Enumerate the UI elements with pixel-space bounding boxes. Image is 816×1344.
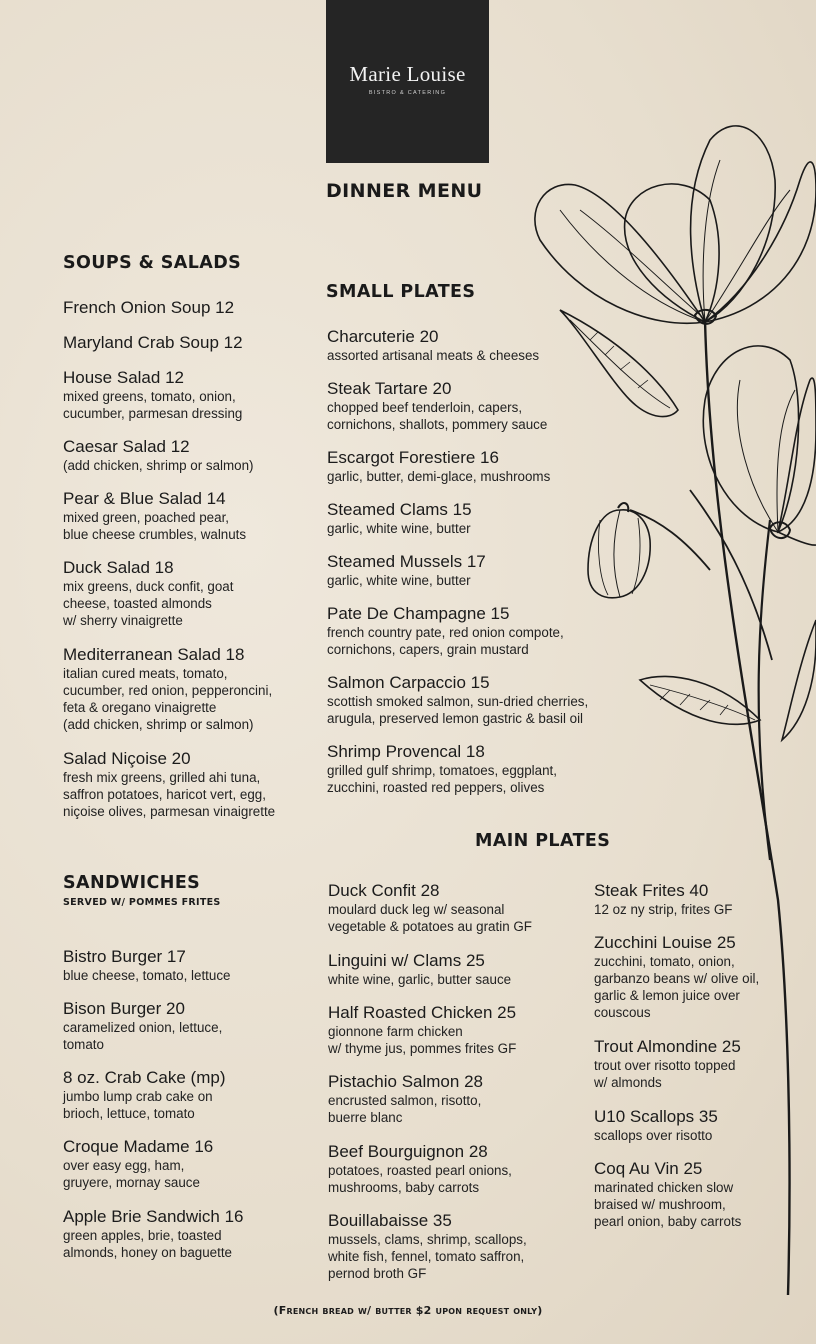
section-title-small-plates: SMALL PLATES	[326, 282, 476, 302]
item-description: mixed green, poached pear, blue cheese crumbles, walnuts	[63, 510, 247, 542]
menu-item	[63, 437, 254, 474]
item-name: Salmon Carpaccio 15	[327, 673, 490, 692]
item-description: encrusted salmon, risotto, buerre blanc	[328, 1093, 482, 1125]
item-name: Pear & Blue Salad 14	[63, 489, 226, 508]
item-name: Pistachio Salmon 28	[328, 1072, 483, 1091]
item-name: Charcuterie 20	[327, 327, 439, 346]
item-description: mussels, clams, shrimp, scallops, white fish, fennel, tomato saffron, pernod broth GF	[328, 1232, 527, 1281]
menu-item	[328, 1003, 516, 1057]
item-description: jumbo lump crab cake on brioch, lettuce, tomato	[63, 1089, 213, 1121]
item-description: mix greens, duck confit, goat cheese, toasted almonds w/ sherry vinaigrette	[63, 579, 234, 628]
menu-item	[63, 999, 222, 1053]
item-name: Beef Bourguignon 28	[328, 1142, 488, 1161]
item-description: trout over risotto topped w/ almonds	[594, 1058, 736, 1090]
item-description: caramelized onion, lettuce, tomato	[63, 1020, 223, 1052]
menu-item	[63, 1068, 226, 1122]
section-title-main-plates: MAIN PLATES	[475, 831, 611, 851]
item-description: italian cured meats, tomato, cucumber, red onion, pepperoncini, feta & oregano vinaigrette (add chicken, shrimp or salmon)	[63, 666, 273, 732]
item-name: Steak Tartare 20	[327, 379, 452, 398]
item-name: Croque Madame 16	[63, 1137, 214, 1156]
item-description: (add chicken, shrimp or salmon)	[63, 458, 254, 473]
item-name: U10 Scallops 35	[594, 1107, 718, 1126]
menu-item	[63, 333, 243, 353]
item-description: garlic, white wine, butter	[327, 521, 471, 536]
item-description: 12 oz ny strip, frites GF	[594, 902, 733, 917]
item-name: Apple Brie Sandwich 16	[63, 1207, 244, 1226]
footnote: (French bread w/ butter $2 upon request only)	[273, 1304, 543, 1317]
menu-item	[594, 1159, 741, 1230]
item-description: over easy egg, ham, gruyere, mornay sauce	[63, 1158, 200, 1190]
section-title-soups: SOUPS & SALADS	[63, 253, 242, 273]
item-description: zucchini, tomato, onion, garbanzo beans w/ olive oil, garlic & lemon juice over couscous	[594, 954, 760, 1020]
menu-item	[327, 673, 588, 727]
brand-name: Marie Louise	[349, 62, 466, 86]
item-name: Bouillabaisse 35	[328, 1211, 452, 1230]
menu-item	[63, 298, 234, 318]
item-name: Linguini w/ Clams 25	[328, 951, 485, 970]
item-name: Pate De Champagne 15	[327, 604, 510, 623]
menu-item	[63, 1207, 244, 1261]
item-description: marinated chicken slow braised w/ mushroom, pearl onion, baby carrots	[594, 1180, 742, 1229]
menu-item	[594, 1107, 718, 1144]
item-name: French Onion Soup 12	[63, 298, 235, 317]
item-name: Coq Au Vin 25	[594, 1159, 703, 1178]
menu-item	[594, 1037, 741, 1091]
item-name: Mediterranean Salad 18	[63, 645, 245, 664]
menu-item	[63, 368, 242, 422]
section-subtitle-sandwiches: SERVED W/ POMMES FRITES	[63, 897, 221, 908]
item-description: chopped beef tenderloin, capers, cornichons, shallots, pommery sauce	[327, 400, 548, 432]
menu-item	[327, 604, 564, 658]
item-name: Salad Niçoise 20	[63, 749, 191, 768]
menu-item	[63, 558, 233, 629]
item-description: garlic, butter, demi-glace, mushrooms	[327, 469, 551, 484]
menu-item	[327, 379, 547, 433]
item-description: scallops over risotto	[594, 1128, 713, 1143]
item-description: white wine, garlic, butter sauce	[328, 972, 512, 987]
menu-item	[63, 489, 246, 543]
item-description: french country pate, red onion compote, cornichons, capers, grain mustard	[327, 625, 564, 657]
item-name: Steamed Clams 15	[327, 500, 472, 519]
menu-title: DINNER MENU	[326, 180, 483, 202]
menu-item	[63, 749, 275, 820]
item-name: Zucchini Louise 25	[594, 933, 736, 952]
item-name: Steamed Mussels 17	[327, 552, 486, 571]
item-name: Caesar Salad 12	[63, 437, 190, 456]
menu-item	[63, 645, 272, 733]
item-description: assorted artisanal meats & cheeses	[327, 348, 540, 363]
menu-item	[328, 1142, 512, 1196]
item-description: moulard duck leg w/ seasonal vegetable & potatoes au gratin GF	[328, 902, 532, 934]
menu-item	[328, 1211, 527, 1282]
menu-item	[594, 933, 759, 1021]
item-name: Escargot Forestiere 16	[327, 448, 499, 467]
item-description: green apples, brie, toasted almonds, honey on baguette	[63, 1228, 232, 1260]
menu-item	[328, 881, 532, 935]
item-description: garlic, white wine, butter	[327, 573, 471, 588]
item-name: 8 oz. Crab Cake (mp)	[63, 1068, 226, 1087]
item-description: mixed greens, tomato, onion, cucumber, parmesan dressing	[63, 389, 243, 421]
item-name: Bistro Burger 17	[63, 947, 186, 966]
item-name: Half Roasted Chicken 25	[328, 1003, 517, 1022]
item-description: scottish smoked salmon, sun-dried cherries, arugula, preserved lemon gastric & basil oil	[327, 694, 589, 726]
item-name: House Salad 12	[63, 368, 184, 387]
section-title-sandwiches: SANDWICHES	[63, 873, 201, 893]
item-name: Maryland Crab Soup 12	[63, 333, 243, 352]
menu-item	[327, 500, 472, 537]
item-description: potatoes, roasted pearl onions, mushrooms, baby carrots	[328, 1163, 512, 1195]
item-name: Duck Salad 18	[63, 558, 174, 577]
item-name: Duck Confit 28	[328, 881, 440, 900]
menu-item	[63, 1137, 213, 1191]
menu-item	[327, 742, 557, 796]
menu-item	[327, 448, 550, 485]
menu-item	[63, 947, 231, 984]
menu-item	[594, 881, 732, 918]
menu-item	[328, 951, 511, 988]
item-name: Bison Burger 20	[63, 999, 185, 1018]
item-description: grilled gulf shrimp, tomatoes, eggplant, zucchini, roasted red peppers, olives	[327, 763, 557, 795]
item-name: Trout Almondine 25	[594, 1037, 741, 1056]
menu-item	[328, 1072, 483, 1126]
item-name: Steak Frites 40	[594, 881, 709, 900]
menu-item	[327, 327, 539, 364]
menu-item	[327, 552, 486, 589]
item-description: gionnone farm chicken w/ thyme jus, pommes frites GF	[328, 1024, 517, 1056]
item-description: fresh mix greens, grilled ahi tuna, saffron potatoes, haricot vert, egg, niçoise olives, parmesan vinaigrette	[63, 770, 276, 819]
item-description: blue cheese, tomato, lettuce	[63, 968, 231, 983]
brand-tagline: BISTRO & CATERING	[368, 90, 447, 96]
logo-block	[326, 0, 489, 163]
item-name: Shrimp Provencal 18	[327, 742, 485, 761]
